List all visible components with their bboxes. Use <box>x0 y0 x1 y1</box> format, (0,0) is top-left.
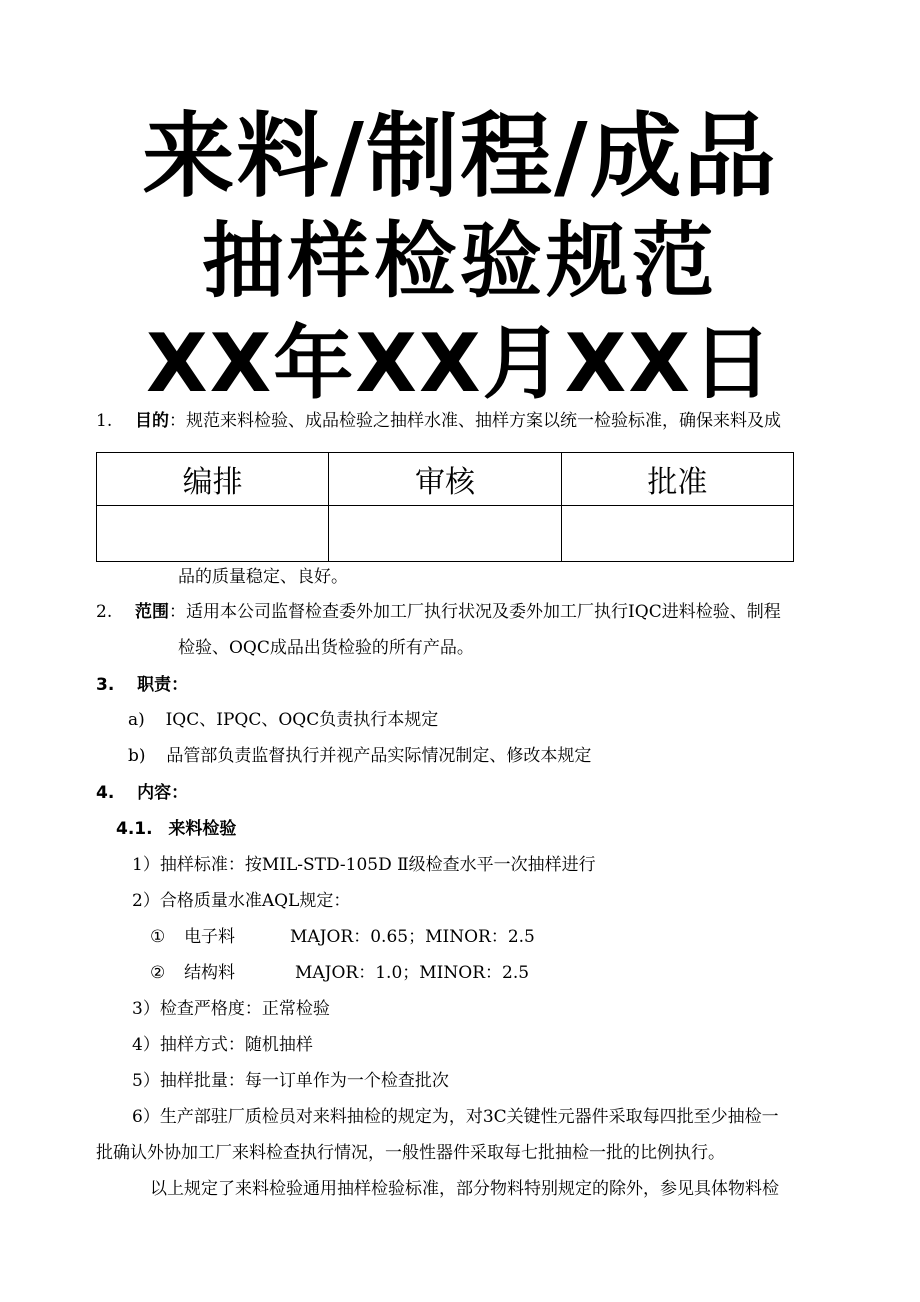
approval-cell-editor[interactable] <box>97 506 329 562</box>
approval-header-editor: 编排 <box>97 453 329 506</box>
section-3-number: 3. <box>96 675 115 695</box>
section-4-number: 4. <box>96 783 115 803</box>
aql-marker-2: ② <box>150 963 166 983</box>
section-2-label: 范围 <box>135 602 170 622</box>
approval-header-row <box>97 453 794 506</box>
incoming-item-3: 3）检查严格度：正常检验 <box>132 999 330 1019</box>
section-4-label: 内容： <box>137 783 189 803</box>
section-4-1-number: 4.1. <box>116 819 153 839</box>
section-2-line-1 <box>96 601 781 623</box>
section-3-heading <box>96 674 188 696</box>
section-3-label: 职责： <box>137 675 189 695</box>
section-3-item-b-text: 品管部负责监督执行并视产品实际情况制定、修改本规定 <box>166 746 592 766</box>
section-1-text-b: 品的质量稳定、良好。 <box>178 567 348 587</box>
aql-name-2: 结构料 <box>184 963 236 983</box>
section-1-number: 1. <box>96 411 113 431</box>
incoming-item-4: 4）抽样方式：随机抽样 <box>132 1035 313 1055</box>
approval-cell-approver[interactable] <box>561 506 793 562</box>
section-4-1-heading <box>116 818 236 840</box>
aql-name-1: 电子料 <box>184 927 236 947</box>
approval-header-approver: 批准 <box>561 453 793 506</box>
aql-marker-1: ① <box>150 927 166 947</box>
section-3-item-a-marker: a) <box>128 710 145 730</box>
section-2-number: 2. <box>96 602 113 622</box>
aql-value-2: MAJOR：1.0；MINOR：2.5 <box>295 963 530 983</box>
approval-cell-reviewer[interactable] <box>329 506 561 562</box>
incoming-para-6-line-1: 6）生产部驻厂质检员对来料抽检的规定为，对3C关键性元器件采取每四批至少抽检一 <box>132 1107 779 1127</box>
section-1-text-a: ：规范来料检验、成品检验之抽样水准、抽样方案以统一检验标准，确保来料及成 <box>169 411 782 431</box>
section-3-item-a-text: IQC、IPQC、OQC负责执行本规定 <box>165 710 439 730</box>
approval-table <box>96 452 794 562</box>
title-date-line: XX年XX月XX日 <box>145 317 775 410</box>
section-3-item-b <box>128 745 591 767</box>
section-4-1-label: 来料检验 <box>168 819 237 839</box>
aql-row-structural <box>150 962 530 984</box>
incoming-item-2: 2）合格质量水准AQL规定： <box>132 891 351 911</box>
section-1-label: 目的 <box>135 411 170 431</box>
incoming-para-7-line-1: 以上规定了来料检验通用抽样检验标准，部分物料特别规定的除外，参见具体物料检 <box>150 1179 779 1199</box>
incoming-item-1: 1）抽样标准：按MIL-STD-105D Ⅱ级检查水平一次抽样进行 <box>132 855 596 875</box>
approval-header-reviewer: 审核 <box>329 453 561 506</box>
section-2-text-b: 检验、OQC成品出货检验的所有产品。 <box>178 638 474 658</box>
section-1-line-1 <box>96 410 781 432</box>
aql-row-electronic <box>150 926 535 948</box>
approval-signature-row <box>97 506 794 562</box>
incoming-para-6-line-2: 批确认外协加工厂来料检查执行情况，一般性器件采取每七批抽检一批的比例执行。 <box>96 1143 725 1163</box>
section-2-text-a: ：适用本公司监督检查委外加工厂执行状况及委外加工厂执行IQC进料检验、制程 <box>169 602 781 622</box>
section-3-item-a <box>128 709 438 731</box>
section-3-item-b-marker: b) <box>128 746 146 766</box>
aql-value-1: MAJOR：0.65；MINOR：2.5 <box>290 927 535 947</box>
title-line-1: 来料/制程/成品 <box>142 103 778 210</box>
incoming-item-5: 5）抽样批量：每一订单作为一个检查批次 <box>132 1071 449 1091</box>
section-4-heading <box>96 782 188 804</box>
title-line-2: 抽样检验规范 <box>201 214 718 309</box>
